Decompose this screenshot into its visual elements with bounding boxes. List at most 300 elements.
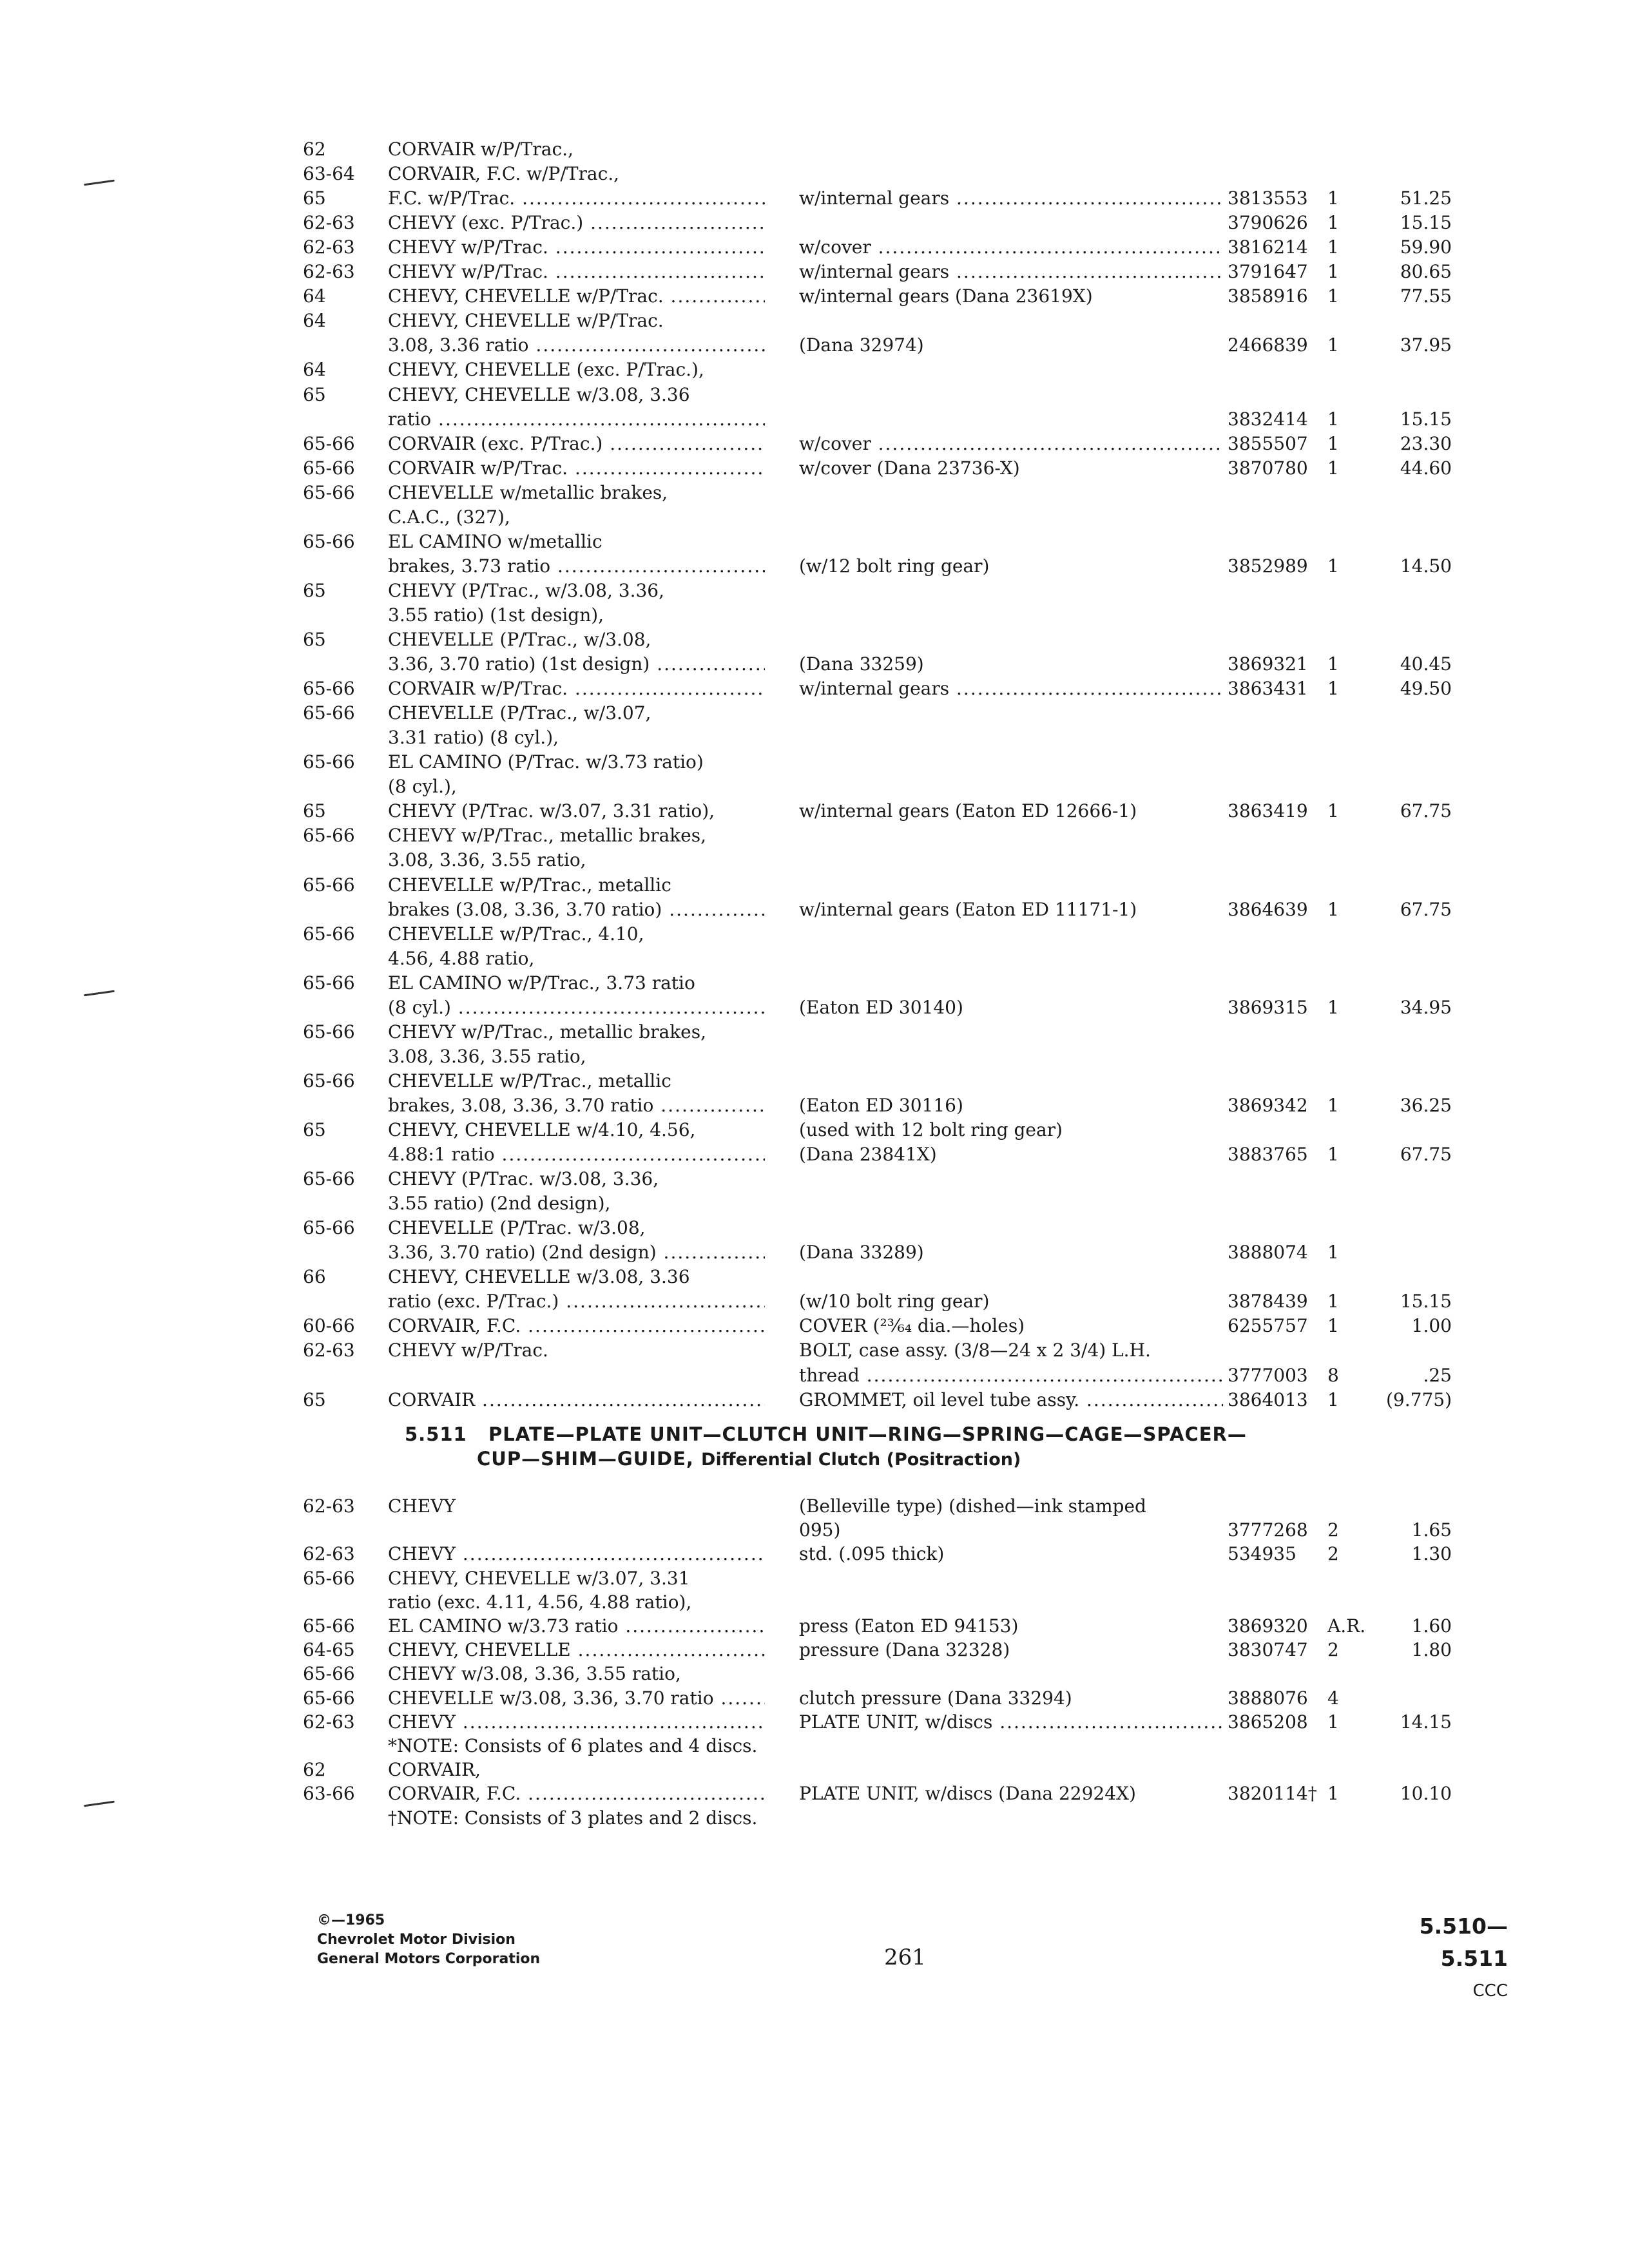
part-number: 534935 bbox=[1228, 1543, 1296, 1565]
application: CHEVELLE w/P/Trac., 4.10, bbox=[388, 923, 644, 945]
application: CHEVELLE (P/Trac., w/3.07, bbox=[388, 702, 651, 724]
table-row bbox=[0, 725, 1629, 751]
application: brakes, 3.08, 3.36, 3.70 ratio ..... bbox=[388, 1093, 765, 1119]
application: CHEVY w/P/Trac., metallic brakes, bbox=[388, 825, 707, 847]
model-year: 65-66 bbox=[303, 923, 355, 945]
table-row bbox=[0, 1117, 1629, 1143]
application: 3.55 ratio) (2nd design), bbox=[388, 1193, 611, 1215]
description: GROMMET, oil level tube assy. ..... bbox=[799, 1387, 1223, 1413]
part-number: 3852989 bbox=[1228, 555, 1308, 577]
part-number: 3869320 bbox=[1228, 1615, 1308, 1637]
list-price: 1.60 bbox=[1411, 1615, 1452, 1637]
model-year: 65 bbox=[303, 383, 326, 405]
model-year: 65 bbox=[303, 579, 326, 601]
list-price: 14.15 bbox=[1400, 1711, 1452, 1733]
list-price: 44.60 bbox=[1400, 457, 1452, 479]
description: PLATE UNIT, w/discs ..... bbox=[799, 1709, 1223, 1735]
model-year: 65 bbox=[303, 1119, 326, 1140]
model-year: 65-66 bbox=[303, 678, 355, 700]
quantity: 1 bbox=[1327, 678, 1339, 700]
table-row bbox=[0, 308, 1629, 334]
description: w/cover (Dana 23736-X) bbox=[799, 457, 1020, 479]
quantity: 1 bbox=[1327, 1291, 1339, 1312]
table-row bbox=[0, 823, 1629, 849]
list-price: 10.10 bbox=[1400, 1783, 1452, 1805]
part-number: 3869315 bbox=[1228, 996, 1308, 1018]
section-subtitle: Differential Clutch (Positraction) bbox=[701, 1450, 1021, 1470]
application: CHEVY w/3.08, 3.36, 3.55 ratio, bbox=[388, 1663, 681, 1685]
description: w/cover ..... bbox=[799, 235, 1223, 260]
table-row bbox=[0, 627, 1629, 653]
description: COVER (²³⁄₆₄ dia.—holes) bbox=[799, 1315, 1025, 1337]
table-row bbox=[0, 1613, 1629, 1639]
table-row bbox=[0, 235, 1629, 260]
quantity: 1 bbox=[1327, 1094, 1339, 1116]
list-price: 49.50 bbox=[1400, 678, 1452, 700]
application: CHEVELLE (P/Trac. w/3.08, bbox=[388, 1217, 646, 1239]
model-year: 62-63 bbox=[303, 1340, 355, 1361]
application: EL CAMINO w/3.73 ratio ..... bbox=[388, 1613, 765, 1639]
part-number: 3865208 bbox=[1228, 1711, 1308, 1733]
model-year: 64 bbox=[303, 359, 326, 381]
quantity: 8 bbox=[1327, 1364, 1339, 1386]
table-row bbox=[0, 332, 1629, 358]
application: CORVAIR, bbox=[388, 1759, 481, 1781]
table-row bbox=[0, 284, 1629, 309]
table-row bbox=[0, 480, 1629, 506]
application: CHEVY w/P/Trac. bbox=[388, 1340, 548, 1361]
table-row bbox=[0, 651, 1629, 677]
part-number: 2466839 bbox=[1228, 334, 1308, 356]
list-price: 80.65 bbox=[1400, 261, 1452, 283]
quantity: 1 bbox=[1327, 334, 1339, 356]
table-row bbox=[0, 578, 1629, 604]
table-row bbox=[0, 1757, 1629, 1783]
application: F.C. w/P/Trac. ..... bbox=[388, 186, 765, 211]
part-number: 3832414 bbox=[1228, 408, 1308, 430]
table-row bbox=[0, 210, 1629, 236]
model-year: 65-66 bbox=[303, 751, 355, 773]
page-number: 261 bbox=[884, 1945, 926, 1970]
quantity: 1 bbox=[1327, 457, 1339, 479]
section-title-line1: PLATE—PLATE UNIT—CLUTCH UNIT—RING—SPRING—CAGE—SPACER— bbox=[488, 1423, 1247, 1445]
table-row bbox=[0, 357, 1629, 383]
model-year: 65 bbox=[303, 800, 326, 822]
application: ratio (exc. 4.11, 4.56, 4.88 ratio), bbox=[388, 1591, 692, 1613]
table-row bbox=[0, 1289, 1629, 1314]
table-row bbox=[0, 1566, 1629, 1591]
description: press (Eaton ED 94153) bbox=[799, 1615, 1019, 1637]
table-row bbox=[0, 1637, 1629, 1663]
model-year: 65-66 bbox=[303, 1021, 355, 1043]
application: CHEVY, CHEVELLE w/3.08, 3.36 bbox=[388, 383, 690, 405]
list-price: 23.30 bbox=[1400, 432, 1452, 454]
list-price: 37.95 bbox=[1400, 334, 1452, 356]
application: CHEVY, CHEVELLE w/3.07, 3.31 bbox=[388, 1567, 690, 1589]
part-number: 3791647 bbox=[1228, 261, 1308, 283]
list-price: 67.75 bbox=[1400, 1144, 1452, 1166]
list-price: 15.15 bbox=[1400, 1291, 1452, 1312]
part-number: 3869342 bbox=[1228, 1094, 1308, 1116]
application: CORVAIR, F.C. ..... bbox=[388, 1313, 765, 1339]
description: (w/10 bolt ring gear) bbox=[799, 1291, 990, 1312]
table-row bbox=[0, 970, 1629, 996]
part-number: 3855507 bbox=[1228, 432, 1308, 454]
application: 3.31 ratio) (8 cyl.), bbox=[388, 727, 559, 749]
model-year: 65-66 bbox=[303, 481, 355, 503]
application: CHEVY, CHEVELLE (exc. P/Trac.), bbox=[388, 359, 704, 381]
table-row bbox=[0, 1191, 1629, 1216]
list-price: 40.45 bbox=[1400, 653, 1452, 675]
model-year: 63-64 bbox=[303, 163, 355, 185]
model-year: 65-66 bbox=[303, 702, 355, 724]
application: CHEVY, CHEVELLE w/3.08, 3.36 bbox=[388, 1266, 690, 1288]
application: CORVAIR w/P/Trac., bbox=[388, 139, 574, 160]
table-row bbox=[0, 137, 1629, 162]
description: clutch pressure (Dana 33294) bbox=[799, 1687, 1072, 1709]
quantity: 1 bbox=[1327, 261, 1339, 283]
model-year: 62-63 bbox=[303, 1543, 355, 1565]
application: (8 cyl.) ..... bbox=[388, 995, 765, 1021]
quantity: 1 bbox=[1327, 1389, 1339, 1410]
table-row bbox=[0, 407, 1629, 432]
application: CHEVY, CHEVELLE w/4.10, 4.56, bbox=[388, 1119, 696, 1140]
description: BOLT, case assy. (3/8—24 x 2 3/4) L.H. bbox=[799, 1340, 1151, 1361]
quantity: 2 bbox=[1327, 1519, 1339, 1541]
corporation-name: General Motors Corporation bbox=[317, 1951, 541, 1967]
part-number: 3790626 bbox=[1228, 212, 1308, 234]
list-price: 34.95 bbox=[1400, 996, 1452, 1018]
table-row bbox=[0, 382, 1629, 408]
table-row bbox=[0, 1240, 1629, 1265]
model-year: 65-66 bbox=[303, 874, 355, 896]
application: 4.56, 4.88 ratio, bbox=[388, 947, 535, 969]
table-row bbox=[0, 1590, 1629, 1615]
copyright: ©—1965 bbox=[317, 1912, 385, 1928]
part-number: 3870780 bbox=[1228, 457, 1308, 479]
quantity: A.R. bbox=[1327, 1615, 1366, 1637]
model-year: 62 bbox=[303, 1759, 326, 1781]
quantity: 1 bbox=[1327, 1711, 1339, 1733]
description: w/internal gears (Eaton ED 11171-1) bbox=[799, 898, 1137, 920]
list-price: 1.65 bbox=[1411, 1519, 1452, 1541]
list-price: 59.90 bbox=[1400, 236, 1452, 258]
section-title-line2: CUP—SHIM—GUIDE, bbox=[477, 1448, 694, 1470]
table-row bbox=[0, 1494, 1629, 1519]
application: *NOTE: Consists of 6 plates and 4 discs. bbox=[388, 1735, 758, 1756]
application: CHEVY (exc. P/Trac.) ..... bbox=[388, 210, 765, 236]
part-number: 6255757 bbox=[1228, 1315, 1308, 1337]
table-row bbox=[0, 431, 1629, 457]
application: CHEVY ..... bbox=[388, 1709, 765, 1735]
quantity: 1 bbox=[1327, 408, 1339, 430]
list-price: 15.15 bbox=[1400, 212, 1452, 234]
model-year: 64 bbox=[303, 310, 326, 332]
table-row bbox=[0, 456, 1629, 481]
model-year: 65-66 bbox=[303, 972, 355, 994]
quantity: 1 bbox=[1327, 800, 1339, 822]
application: CHEVELLE w/metallic brakes, bbox=[388, 481, 668, 503]
part-number: 3878439 bbox=[1228, 1291, 1308, 1312]
table-row bbox=[0, 1068, 1629, 1094]
table-row bbox=[0, 1733, 1629, 1759]
table-row bbox=[0, 1313, 1629, 1339]
list-price: 67.75 bbox=[1400, 800, 1452, 822]
description: (used with 12 bolt ring gear) bbox=[799, 1119, 1063, 1140]
description: std. (.095 thick) bbox=[799, 1543, 945, 1565]
description: w/internal gears ..... bbox=[799, 259, 1223, 285]
description: w/internal gears ..... bbox=[799, 676, 1223, 702]
application: CORVAIR ..... bbox=[388, 1387, 765, 1413]
part-number: 3883765 bbox=[1228, 1144, 1308, 1166]
list-price: 36.25 bbox=[1400, 1094, 1452, 1116]
table-row bbox=[0, 921, 1629, 947]
part-number: 3820114† bbox=[1228, 1783, 1317, 1805]
quantity: 1 bbox=[1327, 1144, 1339, 1166]
application: ratio ..... bbox=[388, 407, 765, 432]
part-number: 3869321 bbox=[1228, 653, 1308, 675]
model-year: 65-66 bbox=[303, 432, 355, 454]
quantity: 1 bbox=[1327, 187, 1339, 209]
application: 4.88:1 ratio ..... bbox=[388, 1142, 765, 1168]
description: (Eaton ED 30140) bbox=[799, 996, 963, 1018]
model-year: 62-63 bbox=[303, 212, 355, 234]
table-row bbox=[0, 1781, 1629, 1807]
list-price: 14.50 bbox=[1400, 555, 1452, 577]
application: EL CAMINO w/metallic bbox=[388, 530, 602, 552]
application: EL CAMINO w/P/Trac., 3.73 ratio bbox=[388, 972, 695, 994]
quantity: 1 bbox=[1327, 653, 1339, 675]
part-number: 3888076 bbox=[1228, 1687, 1308, 1709]
quantity: 1 bbox=[1327, 236, 1339, 258]
application: 3.36, 3.70 ratio) (2nd design) ..... bbox=[388, 1240, 765, 1265]
quantity: 4 bbox=[1327, 1687, 1339, 1709]
table-row bbox=[0, 946, 1629, 972]
model-year: 65-66 bbox=[303, 1217, 355, 1239]
model-year: 65-66 bbox=[303, 1687, 355, 1709]
list-price: 1.80 bbox=[1411, 1639, 1452, 1661]
table-row bbox=[0, 1661, 1629, 1687]
table-row bbox=[0, 553, 1629, 579]
model-year: 65-66 bbox=[303, 1070, 355, 1091]
application: EL CAMINO (P/Trac. w/3.73 ratio) bbox=[388, 751, 704, 773]
table-row bbox=[0, 161, 1629, 187]
table-row bbox=[0, 1709, 1629, 1735]
table-row bbox=[0, 749, 1629, 775]
table-row bbox=[0, 1541, 1629, 1567]
quantity: 1 bbox=[1327, 1242, 1339, 1264]
model-year: 62-63 bbox=[303, 1711, 355, 1733]
model-year: 62-63 bbox=[303, 1495, 355, 1517]
table-row bbox=[0, 1215, 1629, 1241]
table-row bbox=[0, 1338, 1629, 1363]
part-number: 3864639 bbox=[1228, 898, 1308, 920]
table-row bbox=[0, 1166, 1629, 1192]
table-row bbox=[0, 676, 1629, 702]
model-year: 65-66 bbox=[303, 1663, 355, 1685]
model-year: 62-63 bbox=[303, 236, 355, 258]
description: (Eaton ED 30116) bbox=[799, 1094, 963, 1116]
application: CHEVY (P/Trac., w/3.08, 3.36, bbox=[388, 579, 665, 601]
quantity: 1 bbox=[1327, 1783, 1339, 1805]
table-row bbox=[0, 1019, 1629, 1045]
application: CORVAIR (exc. P/Trac.) ..... bbox=[388, 431, 765, 457]
application: 3.08, 3.36 ratio ..... bbox=[388, 332, 765, 358]
model-year: 65-66 bbox=[303, 825, 355, 847]
table-row bbox=[0, 1686, 1629, 1711]
table-row bbox=[0, 1387, 1629, 1413]
list-price: 1.30 bbox=[1411, 1543, 1452, 1565]
description: (Dana 32974) bbox=[799, 334, 924, 356]
list-price: .25 bbox=[1423, 1364, 1452, 1386]
division-name: Chevrolet Motor Division bbox=[317, 1932, 516, 1948]
list-price: 1.00 bbox=[1411, 1315, 1452, 1337]
part-number: 3816214 bbox=[1228, 236, 1308, 258]
model-year: 62 bbox=[303, 139, 326, 160]
description: (w/12 bolt ring gear) bbox=[799, 555, 990, 577]
part-number: 3830747 bbox=[1228, 1639, 1308, 1661]
model-year: 65-66 bbox=[303, 1567, 355, 1589]
quantity: 1 bbox=[1327, 432, 1339, 454]
quantity: 1 bbox=[1327, 555, 1339, 577]
application: CHEVY bbox=[388, 1495, 456, 1517]
model-year: 65-66 bbox=[303, 530, 355, 552]
table-row bbox=[0, 847, 1629, 873]
model-year: 63-66 bbox=[303, 1783, 355, 1805]
part-number: 3864013 bbox=[1228, 1389, 1308, 1410]
table-row bbox=[0, 259, 1629, 285]
application: CORVAIR, F.C. ..... bbox=[388, 1781, 765, 1807]
description: w/cover ..... bbox=[799, 431, 1223, 457]
part-number: 3858916 bbox=[1228, 285, 1308, 307]
description: w/internal gears ..... bbox=[799, 186, 1223, 211]
part-number: 3813553 bbox=[1228, 187, 1308, 209]
application: (8 cyl.), bbox=[388, 776, 457, 798]
application: CHEVY w/P/Trac. ..... bbox=[388, 259, 765, 285]
footer-publisher bbox=[317, 1911, 540, 1969]
application: 3.08, 3.36, 3.55 ratio, bbox=[388, 849, 586, 871]
part-number: 3863431 bbox=[1228, 678, 1308, 700]
model-year: 65-66 bbox=[303, 457, 355, 479]
application: CHEVY w/P/Trac., metallic brakes, bbox=[388, 1021, 707, 1043]
table-row bbox=[0, 897, 1629, 923]
section-range: 5.510—5.511 bbox=[1419, 1914, 1508, 1971]
part-number: 3888074 bbox=[1228, 1242, 1308, 1264]
description: (Dana 33289) bbox=[799, 1242, 924, 1264]
table-row bbox=[0, 1093, 1629, 1119]
application: CHEVY, CHEVELLE ..... bbox=[388, 1637, 765, 1663]
description: pressure (Dana 32328) bbox=[799, 1639, 1010, 1661]
table-row bbox=[0, 1044, 1629, 1070]
application: CHEVY w/P/Trac. ..... bbox=[388, 235, 765, 260]
catalog-code: CCC bbox=[1472, 1981, 1508, 2001]
application: CHEVY ..... bbox=[388, 1541, 765, 1567]
application: CHEVELLE w/P/Trac., metallic bbox=[388, 1070, 671, 1091]
quantity: 2 bbox=[1327, 1639, 1339, 1661]
list-price: 15.15 bbox=[1400, 408, 1452, 430]
table-row bbox=[0, 1142, 1629, 1168]
description: w/internal gears (Eaton ED 12666-1) bbox=[799, 800, 1137, 822]
description: PLATE UNIT, w/discs (Dana 22924X) bbox=[799, 1783, 1136, 1805]
part-number: 3777268 bbox=[1228, 1519, 1308, 1541]
section-heading bbox=[405, 1422, 1247, 1472]
table-row bbox=[0, 529, 1629, 555]
description: thread ..... bbox=[799, 1363, 1223, 1389]
application: CHEVELLE w/3.08, 3.36, 3.70 ratio ..... bbox=[388, 1686, 765, 1711]
list-price: 77.55 bbox=[1400, 285, 1452, 307]
description: (Dana 23841X) bbox=[799, 1144, 937, 1166]
table-row bbox=[0, 700, 1629, 726]
model-year: 64 bbox=[303, 285, 326, 307]
table-row bbox=[0, 1805, 1629, 1831]
model-year: 64-65 bbox=[303, 1639, 355, 1661]
application: C.A.C., (327), bbox=[388, 506, 510, 528]
part-number: 3863419 bbox=[1228, 800, 1308, 822]
model-year: 65 bbox=[303, 1389, 326, 1410]
model-year: 65 bbox=[303, 187, 326, 209]
description: 095) bbox=[799, 1519, 841, 1541]
application: CHEVY (P/Trac. w/3.07, 3.31 ratio), bbox=[388, 800, 715, 822]
model-year: 65-66 bbox=[303, 1615, 355, 1637]
application: ratio (exc. P/Trac.) ..... bbox=[388, 1289, 765, 1314]
quantity: 2 bbox=[1327, 1543, 1339, 1565]
table-row bbox=[0, 186, 1629, 211]
table-row bbox=[0, 1363, 1629, 1389]
table-row bbox=[0, 995, 1629, 1021]
description: (Dana 33259) bbox=[799, 653, 924, 675]
table-row bbox=[0, 505, 1629, 530]
application: brakes, 3.73 ratio ..... bbox=[388, 553, 765, 579]
part-number: 3777003 bbox=[1228, 1364, 1308, 1386]
model-year: 62-63 bbox=[303, 261, 355, 283]
table-row bbox=[0, 798, 1629, 824]
model-year: 65-66 bbox=[303, 1168, 355, 1190]
application: †NOTE: Consists of 3 plates and 2 discs. bbox=[388, 1807, 758, 1829]
application: CHEVY (P/Trac. w/3.08, 3.36, bbox=[388, 1168, 659, 1190]
quantity: 1 bbox=[1327, 996, 1339, 1018]
model-year: 66 bbox=[303, 1266, 326, 1288]
quantity: 1 bbox=[1327, 285, 1339, 307]
quantity: 1 bbox=[1327, 898, 1339, 920]
table-row bbox=[0, 1517, 1629, 1543]
application: CORVAIR w/P/Trac. ..... bbox=[388, 676, 765, 702]
list-price: 67.75 bbox=[1400, 898, 1452, 920]
application: CHEVY, CHEVELLE w/P/Trac. ..... bbox=[388, 284, 765, 309]
table-row bbox=[0, 774, 1629, 800]
footer-section-range bbox=[1366, 1910, 1508, 2007]
section-number: 5.511 bbox=[405, 1423, 467, 1445]
list-price: (9.775) bbox=[1385, 1389, 1452, 1410]
description: w/internal gears (Dana 23619X) bbox=[799, 285, 1093, 307]
table-row bbox=[0, 602, 1629, 628]
application: CHEVELLE w/P/Trac., metallic bbox=[388, 874, 671, 896]
application: 3.55 ratio) (1st design), bbox=[388, 604, 604, 626]
description: (Belleville type) (dished—ink stamped bbox=[799, 1495, 1146, 1517]
model-year: 65 bbox=[303, 629, 326, 650]
application: brakes (3.08, 3.36, 3.70 ratio) ..... bbox=[388, 897, 765, 923]
quantity: 1 bbox=[1327, 212, 1339, 234]
quantity: 1 bbox=[1327, 1315, 1339, 1337]
application: 3.36, 3.70 ratio) (1st design) ..... bbox=[388, 651, 765, 677]
table-row bbox=[0, 872, 1629, 898]
table-row bbox=[0, 1264, 1629, 1290]
application: CHEVY, CHEVELLE w/P/Trac. bbox=[388, 310, 664, 332]
application: CORVAIR, F.C. w/P/Trac., bbox=[388, 163, 620, 185]
model-year: 60-66 bbox=[303, 1315, 355, 1337]
application: CORVAIR w/P/Trac. ..... bbox=[388, 456, 765, 481]
application: 3.08, 3.36, 3.55 ratio, bbox=[388, 1045, 586, 1067]
application: CHEVELLE (P/Trac., w/3.08, bbox=[388, 629, 651, 650]
